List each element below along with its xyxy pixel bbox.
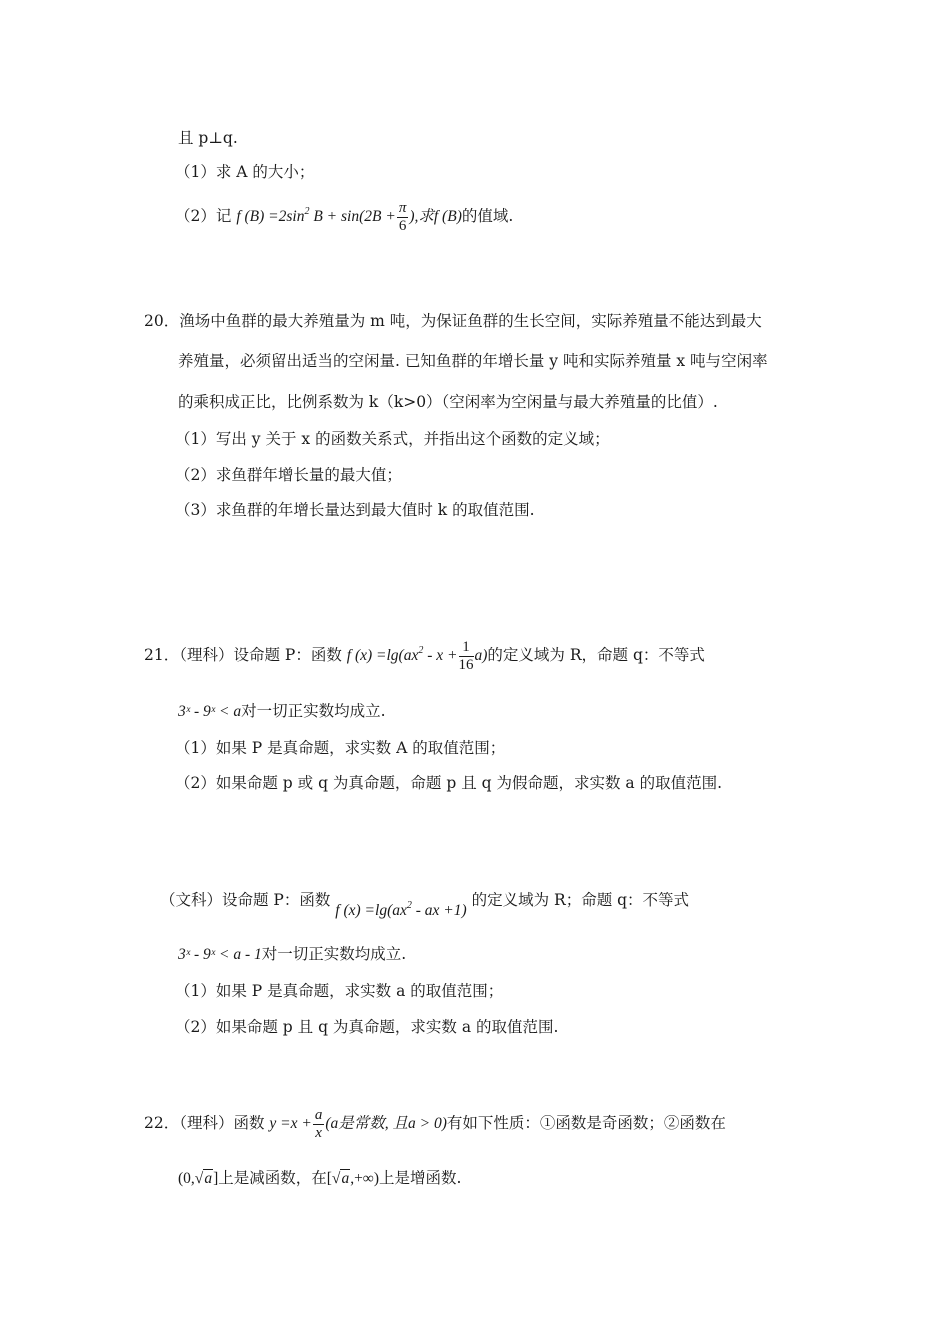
q19-formula: f $(B) =2\sin^2$ B + sin(2B + $\frac{\pi}{6}$ ),求f (B)	[236, 199, 462, 234]
q20-line-1: 20．渔场中鱼群的最大养殖量为 m 吨，为保证鱼群的生长空间，实际养殖量不能达到最大	[144, 312, 762, 330]
q21-wen-line-2: 3ˣ - 9ˣ < a - 1对一切正实数均成立.	[178, 945, 407, 963]
q22-line-1: 22．（理科）函数 y =x + $\frac{a}{x}$ (a是常数, 且a > 0)有如下性质：①函数是奇函数；②函数在	[144, 1106, 726, 1141]
q21-part-1: （1）如果 P 是真命题，求实数 A 的取值范围；	[175, 739, 506, 757]
q21-wen-formula: f $(x) =\lg(ax^2$ - ax +1)	[335, 900, 467, 919]
q22-fraction: $\frac{a}{x}$	[314, 1106, 323, 1141]
q19-condition: 且 p⊥q.	[178, 129, 238, 147]
q22-line-2: (0,√a]上是减函数，在[√a,+∞)上是增函数.	[178, 1169, 462, 1187]
q21-part-2: （2）如果命题 p 或 q 为真命题，命题 p 且 q 为假命题，求实数 a 的取值范围.	[175, 774, 722, 792]
q19-fraction: $\frac{\pi}{6}$	[398, 199, 407, 234]
q21-wen-part-1: （1）如果 P 是真命题，求实数 a 的取值范围；	[175, 982, 504, 1000]
q21-formula: f $(x) =\lg(ax^2 - x$ + $\frac{1}{16}$ a)	[346, 638, 488, 673]
q19-part-2-suffix: 的值域.	[461, 207, 514, 225]
q20-line-3: 的乘积成正比，比例系数为 k（k>0）（空闲率为空闲量与最大养殖量的比值）.	[178, 393, 718, 411]
q21-wen-part-2: （2）如果命题 p 且 q 为真命题，求实数 a 的取值范围.	[175, 1018, 559, 1036]
q21-line-1: 21．（理科）设命题 P：函数 f $(x) =\lg(ax^2 - x$ + $\frac{1}{16}$ a)的定义域为 R，命题 q：不等式	[144, 638, 705, 673]
q20-part-2: （2）求鱼群年增长量的最大值；	[175, 466, 402, 484]
q19-part-2	[175, 196, 513, 237]
q21-inequality: 3ˣ - 9ˣ < a	[178, 703, 242, 720]
q19-part-1: （1）求 A 的大小；	[175, 163, 315, 181]
q20-part-1: （1）写出 y 关于 x 的函数关系式，并指出这个函数的定义域；	[175, 430, 610, 448]
q21-wen-inequality: 3ˣ - 9ˣ < a - 1	[178, 946, 262, 963]
q21-wen-line-1: （文科）设命题 P：函数 f $(x) =\lg(ax^2$ - ax +1) 的定义域为 R；命题 q：不等式	[160, 891, 690, 919]
q22-sqrt-2: a	[341, 1170, 350, 1187]
q21-fraction: $\frac{1}{16}$	[458, 638, 474, 673]
q20-line-2: 养殖量，必须留出适当的空闲量. 已知鱼群的年增长量 y 吨和实际养殖量 x 吨与空闲率	[178, 352, 768, 370]
q19-part-2-prefix: （2）记	[175, 207, 232, 225]
q20-part-3: （3）求鱼群的年增长量达到最大值时 k 的取值范围.	[175, 501, 535, 519]
q21-line-2: 3ˣ - 9ˣ < a对一切正实数均成立.	[178, 702, 386, 720]
q22-sqrt-1: a	[204, 1170, 213, 1187]
q22-formula: y =x + $\frac{a}{x}$ (a是常数, 且a > 0)	[269, 1106, 447, 1141]
